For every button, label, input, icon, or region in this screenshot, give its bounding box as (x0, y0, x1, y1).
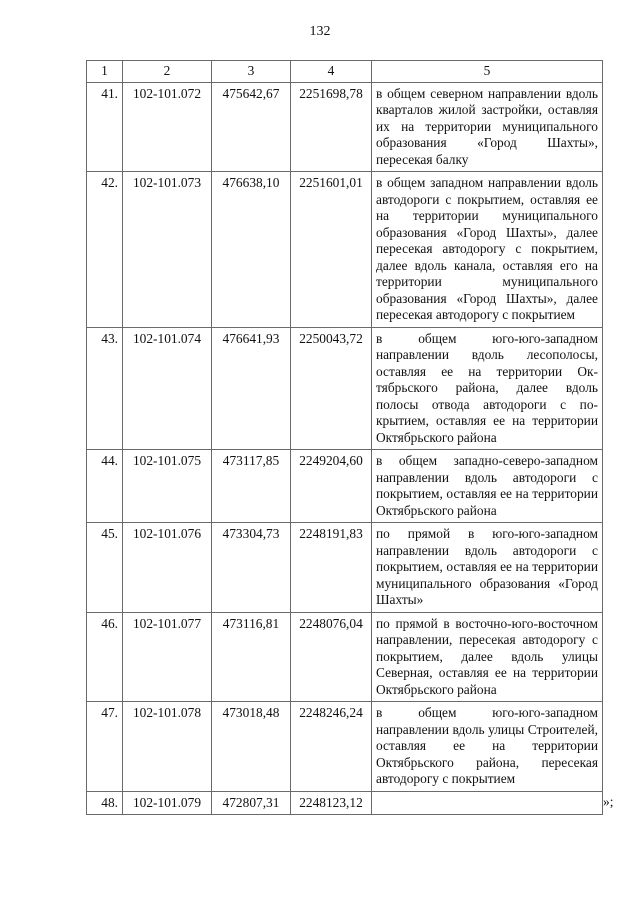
point-code: 102-101.074 (123, 327, 212, 450)
point-code: 102-101.076 (123, 523, 212, 613)
coordinate-x: 475642,67 (212, 82, 291, 172)
point-code: 102-101.072 (123, 82, 212, 172)
table-row (87, 327, 603, 450)
column-header: 3 (212, 61, 291, 83)
boundary-points-table (86, 60, 603, 815)
coordinate-x: 472807,31 (212, 791, 291, 815)
row-number: 41. (87, 82, 123, 172)
point-code: 102-101.077 (123, 612, 212, 702)
table-row (87, 523, 603, 613)
point-code: 102-101.073 (123, 172, 212, 328)
column-header: 2 (123, 61, 212, 83)
coordinate-x: 476638,10 (212, 172, 291, 328)
row-number: 47. (87, 702, 123, 792)
row-number: 42. (87, 172, 123, 328)
table-row (87, 82, 603, 172)
coordinate-y: 2250043,72 (291, 327, 372, 450)
coordinate-x: 473116,81 (212, 612, 291, 702)
column-header: 1 (87, 61, 123, 83)
table-row (87, 702, 603, 792)
point-code: 102-101.078 (123, 702, 212, 792)
table-header-row (87, 61, 603, 83)
coordinate-x: 473304,73 (212, 523, 291, 613)
point-code: 102-101.079 (123, 791, 212, 815)
boundary-description: в общем западно-северо-западном направлении вдоль автодороги с покрытием, оставляя ее на территории Октябрьского района (372, 450, 603, 523)
boundary-description: в общем северном направлении вдоль кварталов жилой застройки, оставляя их на территории муниципального образования «Город Шахты», пересекая балку (372, 82, 603, 172)
row-number: 45. (87, 523, 123, 613)
boundary-description: по прямой в юго-юго-западном направлении вдоль автодороги с покрытием, оставляя ее на территории муниципального образования «Город Шахты» (372, 523, 603, 613)
boundary-description: по прямой в восточно-юго-восточном направлении, пересекая автодорогу с покрытием, далее вдоль улицы Северная, оставляя ее на территории Октябрьского района (372, 612, 603, 702)
closing-quote: »; (603, 794, 614, 809)
coordinate-y: 2248076,04 (291, 612, 372, 702)
coordinate-y: 2251601,01 (291, 172, 372, 328)
coordinate-y: 2248246,24 (291, 702, 372, 792)
coordinate-x: 473117,85 (212, 450, 291, 523)
column-header: 5 (372, 61, 603, 83)
boundary-description: в общем юго-юго-западном направлении вдоль улицы Строителей, оставляя ее на территории Октябрьского района, пересекая автодорогу с покрытием (372, 702, 603, 792)
table-row (87, 450, 603, 523)
coordinate-y: 2249204,60 (291, 450, 372, 523)
row-number: 44. (87, 450, 123, 523)
coordinate-y: 2251698,78 (291, 82, 372, 172)
page-number: 132 (309, 24, 331, 39)
boundary-description: в общем западном направлении вдоль автодороги с покрытием, оставляя ее на территории муниципального образования «Город Шахты», далее пересекая автодорогу с покрытием, далее вдоль канала, оставляя его на территории муниципального образования «Город Шахты», далее пересекая автодорогу с покрытием (372, 172, 603, 328)
boundary-description (372, 791, 603, 815)
boundary-description: в общем юго-юго-западном направлении вдоль лесополосы, оставляя ее на территории Октябрьского района, далее вдоль полосы отвода автодороги с покрытием, оставляя ее на территории Октябрьского района (372, 327, 603, 450)
table-row (87, 612, 603, 702)
coordinate-y: 2248191,83 (291, 523, 372, 613)
table-row (87, 791, 603, 815)
row-number: 46. (87, 612, 123, 702)
column-header: 4 (291, 61, 372, 83)
coordinate-y: 2248123,12 (291, 791, 372, 815)
point-code: 102-101.075 (123, 450, 212, 523)
table-row (87, 172, 603, 328)
coordinate-x: 476641,93 (212, 327, 291, 450)
coordinate-x: 473018,48 (212, 702, 291, 792)
row-number: 48. (87, 791, 123, 815)
row-number: 43. (87, 327, 123, 450)
